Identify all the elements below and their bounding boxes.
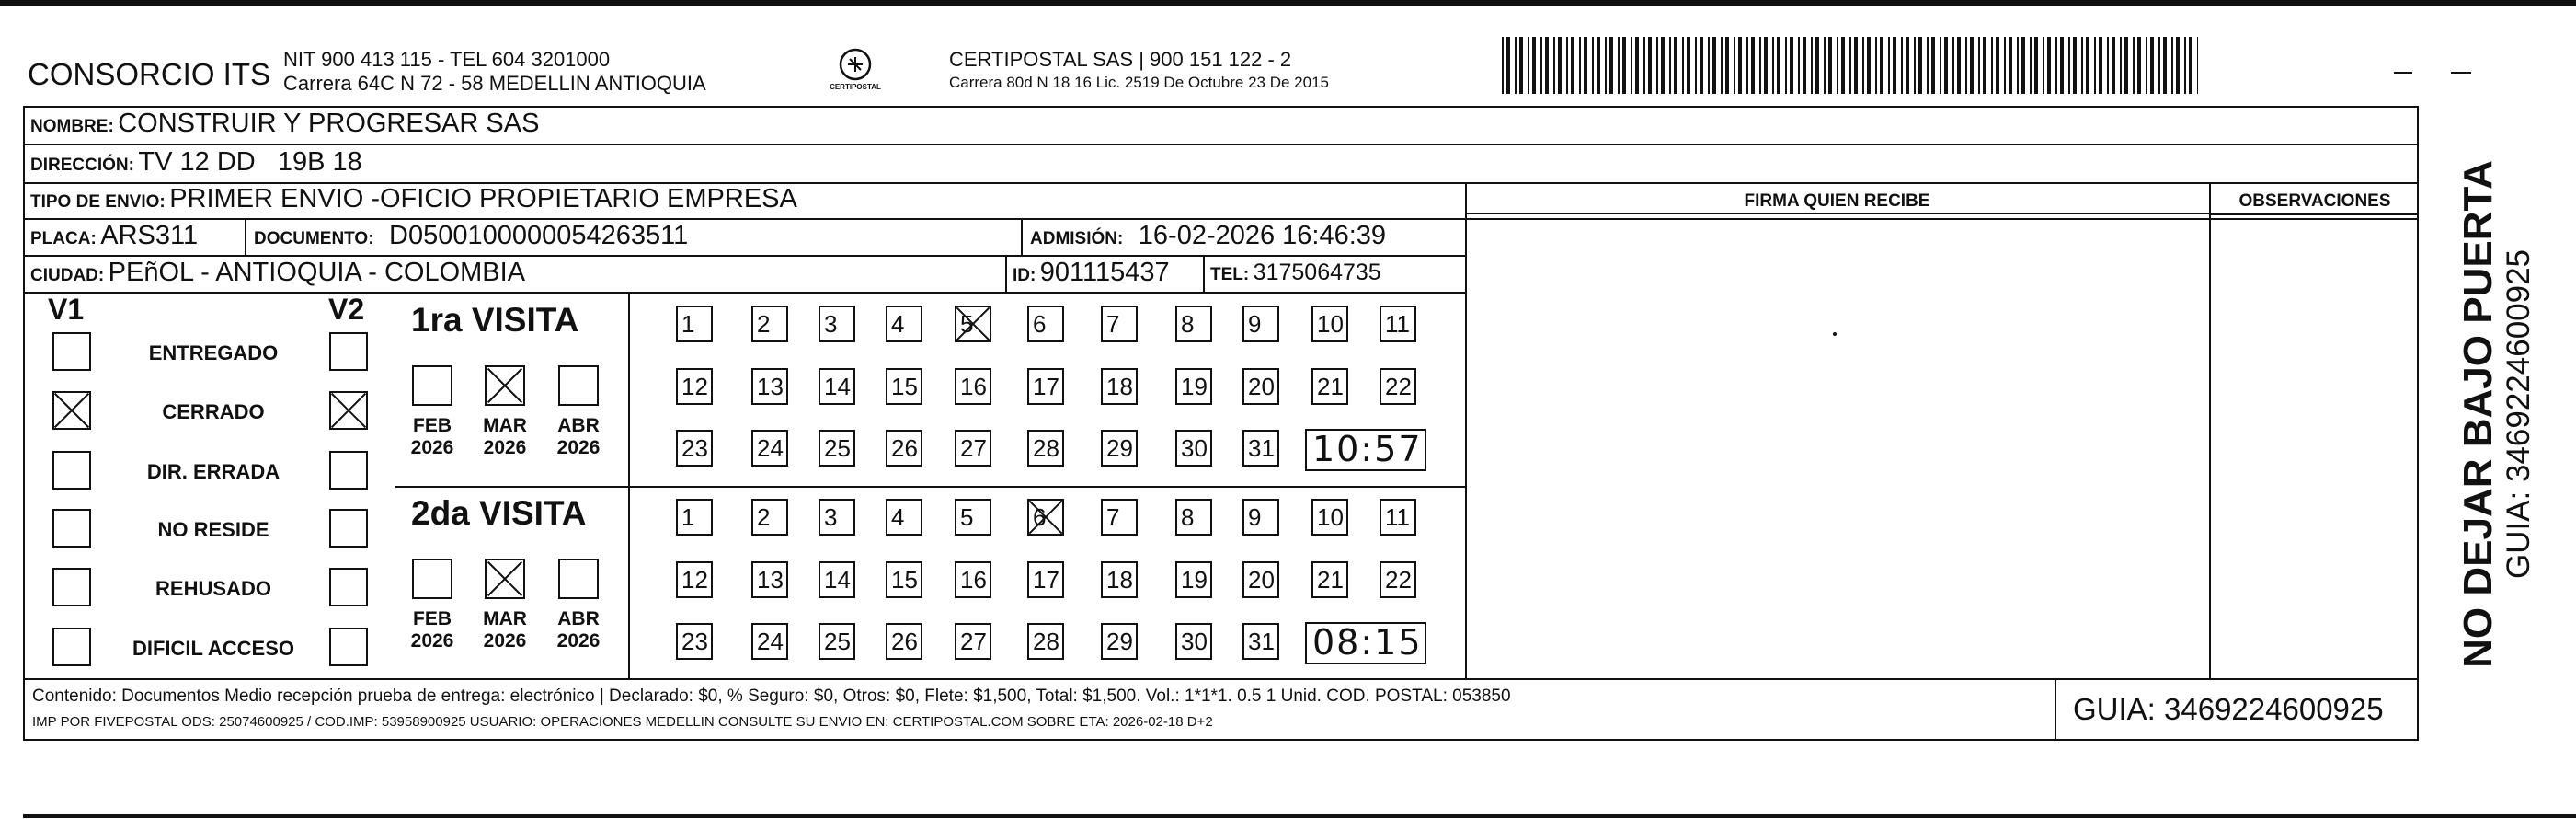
visit2-title: 2da VISITA xyxy=(411,494,587,532)
nombre-row xyxy=(30,109,539,139)
row-divider xyxy=(23,678,2419,680)
day-checkbox[interactable]: 29 xyxy=(1101,623,1138,660)
barcode-bar xyxy=(1708,37,1710,94)
visit-divider xyxy=(395,486,1465,488)
barcode-bar xyxy=(2133,37,2135,94)
barcode-bar xyxy=(1566,37,1568,94)
day-checkbox[interactable]: 19 xyxy=(1175,368,1212,405)
visit1-title: 1ra VISITA xyxy=(411,301,579,339)
barcode-bar xyxy=(2009,37,2012,94)
id-row xyxy=(1013,258,1170,288)
day-checkbox[interactable]: 3 xyxy=(819,499,855,536)
row-divider xyxy=(23,292,1465,294)
day-checkbox[interactable]: 13 xyxy=(751,561,788,598)
col-divider xyxy=(1203,255,1205,292)
v1-checkbox[interactable] xyxy=(52,509,91,548)
day-checkbox[interactable]: 23 xyxy=(676,430,713,467)
day-checkbox[interactable]: 2 xyxy=(751,499,788,536)
footer-line2: IMP POR FIVEPOSTAL ODS: 25074600925 / COD.IMP: 53958900925 USUARIO: OPERACIONES MEDELLIN CONSULTE SU ENVIO EN: CERTIPOSTAL.COM SOBRE ETA: 2026-02-18 D+2 xyxy=(32,714,1213,730)
col-divider xyxy=(1465,182,1467,678)
day-checkbox[interactable]: 20 xyxy=(1242,368,1279,405)
barcode-bar xyxy=(2073,37,2077,94)
tel-label: TEL: xyxy=(1210,265,1250,284)
month-name: ABR xyxy=(557,415,600,436)
barcode-bar xyxy=(1515,37,1517,94)
dash-mark xyxy=(2394,72,2412,74)
ciudad-value: PEñOL - ANTIOQUIA - COLOMBIA xyxy=(108,258,526,287)
day-checkbox[interactable]: 18 xyxy=(1101,368,1138,405)
barcode-bar xyxy=(2189,37,2192,94)
barcode-bar xyxy=(1970,37,1974,94)
barcode-bar xyxy=(2030,37,2032,94)
day-checkbox[interactable]: 2 xyxy=(751,306,788,342)
day-checkbox[interactable]: 22 xyxy=(1380,561,1416,598)
tipo-value: PRIMER ENVIO -OFICIO PROPIETARIO EMPRESA xyxy=(169,184,797,213)
id-label: ID: xyxy=(1013,266,1036,285)
barcode-bar xyxy=(1631,37,1632,94)
barcode-bar xyxy=(1965,37,1967,94)
barcode-bar xyxy=(1931,37,1935,94)
barcode-bar xyxy=(1545,37,1549,94)
month-year: 2026 xyxy=(556,630,601,652)
barcode-bar xyxy=(1875,37,1877,94)
footer-guia: GUIA: 3469224600925 xyxy=(2073,692,2384,726)
visit-grid-divider xyxy=(628,292,630,678)
month-label xyxy=(477,608,532,652)
direccion-label: DIRECCIÓN: xyxy=(30,156,134,175)
barcode-bar xyxy=(1893,37,1896,94)
day-checkbox[interactable]: 5 xyxy=(955,306,991,342)
day-checkbox[interactable]: 30 xyxy=(1175,430,1212,467)
status-option-label: ENTREGADO xyxy=(148,341,279,364)
row-divider xyxy=(23,144,2419,145)
barcode-bar xyxy=(1605,37,1607,94)
day-checkbox[interactable]: 10 xyxy=(1311,499,1348,536)
barcode-bar xyxy=(1880,37,1883,94)
barcode-bar xyxy=(2081,37,2083,94)
day-checkbox[interactable]: 14 xyxy=(819,368,855,405)
barcode-bar xyxy=(1579,37,1581,94)
month-checkbox[interactable] xyxy=(412,365,452,406)
day-checkbox[interactable]: 7 xyxy=(1101,306,1138,342)
col-divider xyxy=(1005,255,1007,292)
day-checkbox[interactable]: 5 xyxy=(955,499,991,536)
barcode-bar xyxy=(1888,37,1890,94)
barcode-bar xyxy=(1712,37,1716,94)
day-checkbox[interactable]: 26 xyxy=(886,430,922,467)
col-divider xyxy=(2209,182,2211,678)
tel-row xyxy=(1210,260,1381,286)
day-checkbox[interactable]: 3 xyxy=(819,306,855,342)
day-checkbox[interactable]: 29 xyxy=(1101,430,1138,467)
day-checkbox[interactable]: 27 xyxy=(955,430,991,467)
month-year: 2026 xyxy=(556,437,601,458)
barcode-bar xyxy=(1571,37,1574,94)
barcode-bar xyxy=(1914,37,1916,94)
barcode-bar xyxy=(2176,37,2180,94)
barcode-bar xyxy=(1609,37,1613,94)
barcode-bar xyxy=(1661,37,1665,94)
barcode-bar xyxy=(1528,37,1529,94)
dash-mark xyxy=(2451,72,2471,74)
status-option-label: NO RESIDE xyxy=(157,518,269,541)
barcode-bar xyxy=(2021,37,2025,94)
observaciones-label: OBSERVACIONES xyxy=(2238,191,2391,211)
visit2-time-box xyxy=(1305,622,1426,664)
barcode-bar xyxy=(1983,37,1986,94)
month-checkbox[interactable] xyxy=(485,365,525,406)
barcode-bar xyxy=(1854,37,1858,94)
nombre-label: NOMBRE: xyxy=(30,117,114,136)
status-option-label: DIFICIL ACCESO xyxy=(132,637,294,660)
barcode-graphic xyxy=(1502,37,2198,94)
day-checkbox[interactable]: 30 xyxy=(1175,623,1212,660)
company-name: CONSORCIO ITS xyxy=(28,57,271,91)
barcode-bar xyxy=(1540,37,1542,94)
barcode-bar xyxy=(1687,37,1690,94)
status-option-label: CERRADO xyxy=(162,400,265,423)
v2-checkbox[interactable] xyxy=(329,451,368,490)
day-checkbox[interactable]: 31 xyxy=(1242,430,1279,467)
month-label xyxy=(551,415,606,459)
col-divider xyxy=(245,218,246,255)
certipostal-logo xyxy=(830,46,881,96)
day-checkbox[interactable]: 4 xyxy=(886,499,922,536)
barcode-bar xyxy=(1777,37,1780,94)
barcode-bar xyxy=(1798,37,1800,94)
month-label xyxy=(477,415,532,459)
day-checkbox[interactable]: 9 xyxy=(1242,499,1279,536)
v2-checkbox[interactable] xyxy=(329,509,368,548)
day-checkbox[interactable]: 17 xyxy=(1027,368,1064,405)
day-checkbox[interactable]: 31 xyxy=(1242,623,1279,660)
barcode-bar xyxy=(2150,37,2154,94)
day-checkbox[interactable]: 22 xyxy=(1380,368,1416,405)
barcode-bar xyxy=(1944,37,1948,94)
barcode-bar xyxy=(1841,37,1845,94)
ciudad-row xyxy=(30,258,525,288)
day-checkbox[interactable]: 10 xyxy=(1311,306,1348,342)
barcode-bar xyxy=(1695,37,1697,94)
day-checkbox[interactable]: 7 xyxy=(1101,499,1138,536)
barcode-bar xyxy=(2055,37,2057,94)
day-checkbox[interactable]: 25 xyxy=(819,430,855,467)
day-checkbox[interactable]: 6 xyxy=(1027,499,1064,536)
visit2-time: 08:15 xyxy=(1312,622,1423,663)
day-checkbox[interactable]: 28 xyxy=(1027,430,1064,467)
signature-mark xyxy=(1833,332,1837,336)
v1-checkbox[interactable] xyxy=(52,628,91,666)
barcode-bar xyxy=(1734,37,1735,94)
day-checkbox[interactable]: 28 xyxy=(1027,623,1064,660)
obs-underline xyxy=(2209,213,2419,215)
tel-value: 3175064735 xyxy=(1253,260,1381,285)
day-checkbox[interactable]: 15 xyxy=(886,368,922,405)
month-year: 2026 xyxy=(483,437,527,458)
documento-value: D0500100000054263511 xyxy=(389,221,689,250)
barcode-bar xyxy=(1519,37,1523,94)
barcode-bar xyxy=(1746,37,1748,94)
barcode-bar xyxy=(2197,37,2198,94)
barcode-bar xyxy=(1862,37,1864,94)
barcode-bar xyxy=(1901,37,1903,94)
status-option-label: DIR. ERRADA xyxy=(146,460,280,483)
barcode-bar xyxy=(1790,37,1793,94)
barcode-bar xyxy=(1772,37,1774,94)
month-checkbox[interactable] xyxy=(412,559,452,599)
day-checkbox[interactable]: 18 xyxy=(1101,561,1138,598)
day-checkbox[interactable]: 13 xyxy=(751,368,788,405)
admision-value: 16-02-2026 16:46:39 xyxy=(1138,221,1387,250)
day-checkbox[interactable]: 4 xyxy=(886,306,922,342)
v1-checkbox[interactable] xyxy=(52,568,91,606)
month-name: ABR xyxy=(557,608,600,629)
day-checkbox[interactable]: 15 xyxy=(886,561,922,598)
barcode-bar xyxy=(1622,37,1626,94)
barcode-bar xyxy=(2171,37,2173,94)
month-name: FEB xyxy=(413,415,452,436)
barcode-bar xyxy=(2107,37,2109,94)
admision-row xyxy=(1030,221,1386,251)
barcode-bar xyxy=(1506,37,1510,94)
v1-label: V1 xyxy=(48,293,85,326)
barcode-bar xyxy=(1682,37,1684,94)
barcode-bar xyxy=(1584,37,1587,94)
barcode-bar xyxy=(1828,37,1832,94)
v1-checkbox[interactable] xyxy=(52,391,91,430)
barcode-bar xyxy=(1906,37,1909,94)
partner-sub: Carrera 80d N 18 16 Lic. 2519 De Octubre 23 De 2015 xyxy=(949,74,1329,91)
placa-row xyxy=(30,221,198,251)
day-checkbox[interactable]: 16 xyxy=(955,561,991,598)
v2-checkbox[interactable] xyxy=(329,628,368,666)
day-checkbox[interactable]: 14 xyxy=(819,561,855,598)
day-checkbox[interactable]: 1 xyxy=(676,499,713,536)
barcode-bar xyxy=(1957,37,1961,94)
barcode-bar xyxy=(2017,37,2019,94)
footer-line1: Contenido: Documentos Medio recepción prueba de entrega: electrónico | Declarado: $0, % Seguro: $0, Otros: $0, Flete: $1,500, Total: $1,500. Vol.: 1*1*1. 0.5 1 Unid. COD. POSTAL: 053850 xyxy=(32,686,1511,706)
day-checkbox[interactable]: 6 xyxy=(1027,306,1064,342)
ciudad-label: CIUDAD: xyxy=(30,266,105,285)
barcode-bar xyxy=(1991,37,1993,94)
month-year: 2026 xyxy=(410,437,454,458)
barcode-bar xyxy=(2163,37,2167,94)
barcode-bar xyxy=(1532,37,1536,94)
barcode-bar xyxy=(1803,37,1806,94)
barcode-bar xyxy=(1849,37,1851,94)
firma-label: FIRMA QUIEN RECIBE xyxy=(1744,191,1930,211)
nombre-value: CONSTRUIR Y PROGRESAR SAS xyxy=(118,109,540,138)
day-checkbox[interactable]: 25 xyxy=(819,623,855,660)
day-checkbox[interactable]: 8 xyxy=(1175,499,1212,536)
day-checkbox[interactable]: 24 xyxy=(751,623,788,660)
tipo-label: TIPO DE ENVIO: xyxy=(30,192,166,212)
barcode-bar xyxy=(2094,37,2096,94)
side-guia: GUIA: 3469224600925 xyxy=(2501,248,2536,580)
id-value: 901115437 xyxy=(1039,258,1170,287)
v1-checkbox[interactable] xyxy=(52,451,91,490)
barcode-bar xyxy=(1759,37,1761,94)
barcode-bar xyxy=(1738,37,1742,94)
v2-checkbox[interactable] xyxy=(329,568,368,606)
v2-label: V2 xyxy=(328,293,365,326)
barcode-bar xyxy=(1815,37,1819,94)
barcode-bar xyxy=(2146,37,2147,94)
barcode-bar xyxy=(1751,37,1755,94)
col-divider xyxy=(1021,218,1023,255)
barcode-bar xyxy=(1918,37,1922,94)
day-checkbox[interactable]: 9 xyxy=(1242,306,1279,342)
bottom-edge xyxy=(23,814,2576,818)
visit1-time-box xyxy=(1305,429,1426,471)
month-name: FEB xyxy=(413,608,452,629)
barcode-bar xyxy=(1597,37,1600,94)
barcode-bar xyxy=(1996,37,1999,94)
barcode-bar xyxy=(1785,37,1787,94)
month-checkbox[interactable] xyxy=(485,559,525,599)
barcode-bar xyxy=(1553,37,1555,94)
side-warning: NO DEJAR BAJO PUERTA xyxy=(2456,160,2501,668)
month-year: 2026 xyxy=(483,630,527,652)
barcode-bar xyxy=(1674,37,1677,94)
documento-label: DOCUMENTO: xyxy=(254,229,374,248)
month-year: 2026 xyxy=(410,630,454,652)
barcode-bar xyxy=(2043,37,2044,94)
barcode xyxy=(1502,37,2198,94)
day-checkbox[interactable]: 21 xyxy=(1311,368,1348,405)
barcode-bar xyxy=(1656,37,1658,94)
barcode-bar xyxy=(1837,37,1838,94)
month-name: MAR xyxy=(483,608,527,629)
barcode-bar xyxy=(2099,37,2102,94)
barcode-bar xyxy=(1824,37,1826,94)
barcode-bar xyxy=(2004,37,2006,94)
barcode-bar xyxy=(1592,37,1594,94)
barcode-bar xyxy=(2124,37,2128,94)
barcode-bar xyxy=(1558,37,1562,94)
barcode-bar xyxy=(2112,37,2115,94)
month-label xyxy=(405,415,460,459)
day-checkbox[interactable]: 19 xyxy=(1175,561,1212,598)
row-divider xyxy=(23,255,1465,257)
barcode-bar xyxy=(1635,37,1639,94)
company-address: Carrera 64C N 72 - 58 MEDELLIN ANTIOQUIA xyxy=(283,72,706,95)
v2-checkbox[interactable] xyxy=(329,332,368,371)
documento-row xyxy=(254,221,688,251)
day-checkbox[interactable]: 16 xyxy=(955,368,991,405)
direccion-row xyxy=(30,147,362,178)
barcode-bar xyxy=(2068,37,2070,94)
barcode-bar xyxy=(1721,37,1723,94)
certipostal-logo-text: CERTIPOSTAL xyxy=(830,83,881,91)
barcode-bar xyxy=(2047,37,2051,94)
firma-underline xyxy=(1465,213,2209,214)
v1-checkbox[interactable] xyxy=(52,332,91,371)
month-checkbox[interactable] xyxy=(558,559,599,599)
barcode-bar xyxy=(2137,37,2141,94)
day-checkbox[interactable]: 27 xyxy=(955,623,991,660)
barcode-bar xyxy=(2120,37,2122,94)
admision-label: ADMISIÓN: xyxy=(1030,229,1124,248)
day-checkbox[interactable]: 8 xyxy=(1175,306,1212,342)
direccion-value: TV 12 DD 19B 18 xyxy=(138,147,362,177)
barcode-bar xyxy=(1643,37,1645,94)
month-label xyxy=(551,608,606,652)
day-checkbox[interactable]: 11 xyxy=(1380,306,1416,342)
barcode-bar xyxy=(2086,37,2089,94)
month-name: MAR xyxy=(483,415,527,436)
month-label xyxy=(405,608,460,652)
barcode-bar xyxy=(1940,37,1941,94)
top-edge xyxy=(0,0,2576,6)
barcode-bar xyxy=(1648,37,1652,94)
col-divider xyxy=(2055,678,2056,741)
barcode-bar xyxy=(1764,37,1768,94)
day-checkbox[interactable]: 26 xyxy=(886,623,922,660)
placa-value: ARS311 xyxy=(100,221,199,250)
barcode-bar xyxy=(1502,37,1504,94)
day-checkbox[interactable]: 11 xyxy=(1380,499,1416,536)
month-checkbox[interactable] xyxy=(558,365,599,406)
status-option-label: REHUSADO xyxy=(155,577,271,600)
visit1-time: 10:57 xyxy=(1312,429,1423,469)
v2-checkbox[interactable] xyxy=(329,391,368,430)
day-checkbox[interactable]: 1 xyxy=(676,306,713,342)
barcode-bar xyxy=(1952,37,1954,94)
day-checkbox[interactable]: 12 xyxy=(676,368,713,405)
day-checkbox[interactable]: 20 xyxy=(1242,561,1279,598)
barcode-bar xyxy=(1725,37,1729,94)
barcode-bar xyxy=(1927,37,1929,94)
barcode-bar xyxy=(1978,37,1980,94)
barcode-bar xyxy=(1867,37,1871,94)
company-nit: NIT 900 413 115 - TEL 604 3201000 xyxy=(283,48,611,71)
partner-line: CERTIPOSTAL SAS | 900 151 122 - 2 xyxy=(949,48,1292,71)
barcode-bar xyxy=(1700,37,1703,94)
row-divider xyxy=(23,218,2419,220)
barcode-bar xyxy=(2184,37,2186,94)
day-checkbox[interactable]: 24 xyxy=(751,430,788,467)
barcode-bar xyxy=(1618,37,1620,94)
barcode-bar xyxy=(2158,37,2160,94)
barcode-bar xyxy=(2034,37,2038,94)
barcode-bar xyxy=(1811,37,1813,94)
day-checkbox[interactable]: 17 xyxy=(1027,561,1064,598)
tipo-row xyxy=(30,184,797,214)
barcode-bar xyxy=(1669,37,1671,94)
day-checkbox[interactable]: 23 xyxy=(676,623,713,660)
day-checkbox[interactable]: 21 xyxy=(1311,561,1348,598)
barcode-bar xyxy=(2060,37,2064,94)
day-checkbox[interactable]: 12 xyxy=(676,561,713,598)
placa-label: PLACA: xyxy=(30,229,97,248)
